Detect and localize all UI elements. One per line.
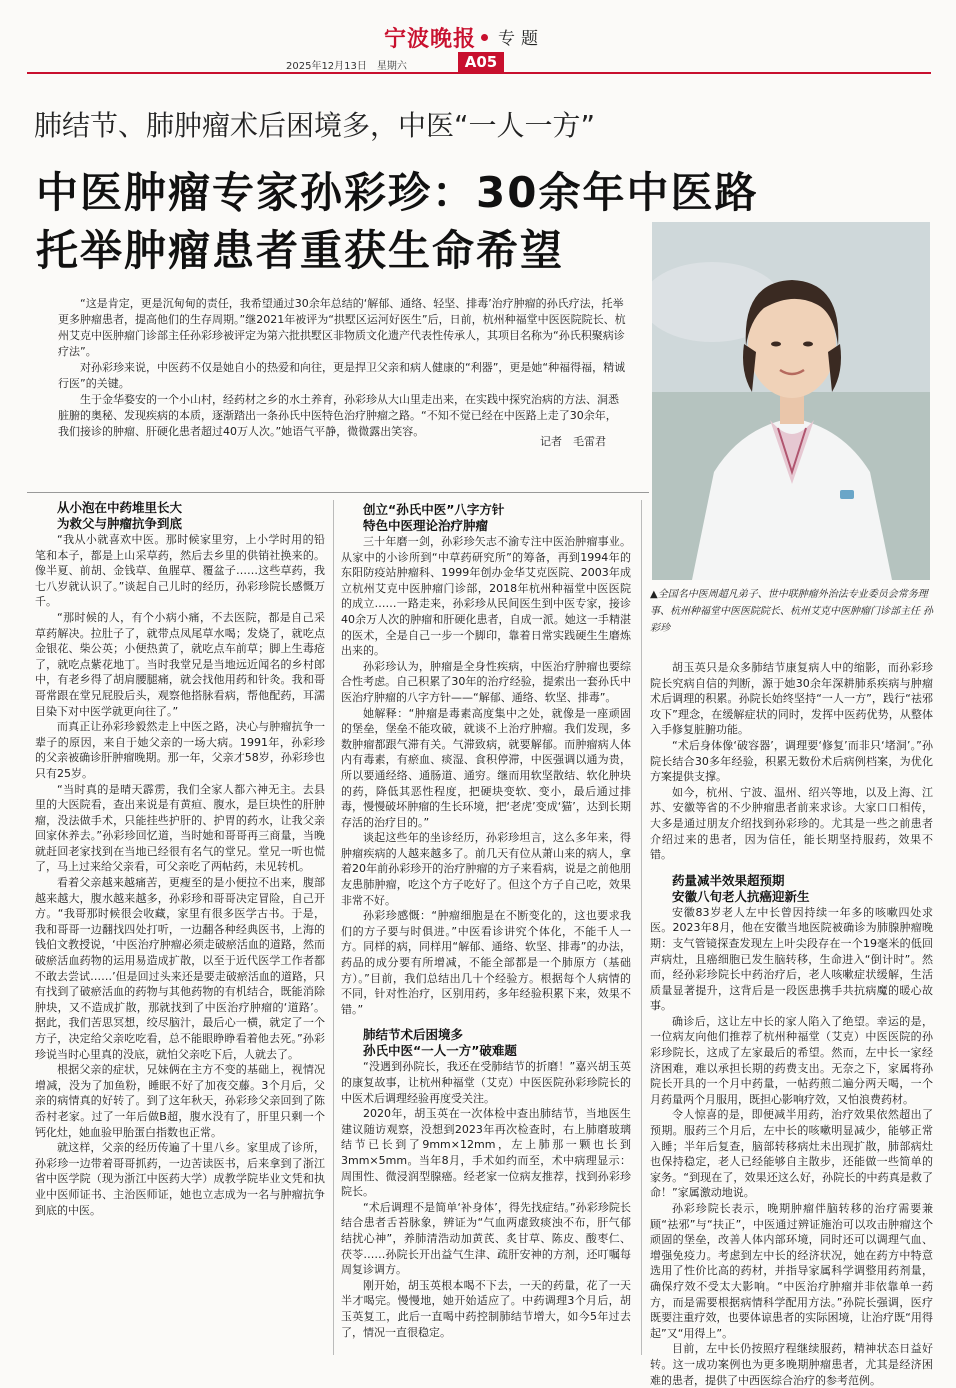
section-3-subtitle: 孙氏中医“一人一方”破难题 (363, 1043, 517, 1059)
issue-date: 2025年12月13日 星期六 (286, 61, 407, 72)
newspaper-logo: 宁波晚报 (384, 26, 477, 52)
header-rule (27, 72, 931, 74)
section-4-paragraph: 令人惊喜的是，即便减半用药，治疗效果依然超出了预期。服药三个月后，左中长的咳嗽明显减少，能够正常入睡；半年后复查，脑部转移病灶未出现扩散，肺部病灶也保持稳定，老人已经能够自主散步，还能做一些简单的家务。“到现在了，效果还这么好，孙院长的中药真是救了命！”家属激动地说。 (650, 1108, 933, 1200)
article-column-1 (35, 500, 325, 1218)
section-1-title: 从小泡在中药堆里长大 (57, 500, 183, 515)
lead-paragraph: “这是肯定，更是沉甸甸的责任，我希望通过30余年总结的‘解郁、通络、轻坚、排毒’治疗肿瘤的孙氏疗法，托举更多肿瘤患者，提高他们的生存周期。”继2021年被评为“拱墅区运河好医生”后，日前，杭州种福堂中医医院院长、杭州艾克中医肿瘤门诊部主任孙彩珍被评定为第六批拱墅区非物质文化遗产代表性传承人，其项目名称为“孙氏积聚病诊疗法”。 (58, 297, 626, 358)
section-4-paragraph: 确诊后，这让左中长的家人陷入了绝望。幸运的是，一位病友向他们推荐了杭州种福堂（艾克）中医医院的孙彩珍院长，这成了左家最后的希望。然而，左中长一家经济困难，难以承担长期的药费支出。无奈之下，家属将孙院长开具的一个月中药量，一帖药煎二遍分两天喝，一个月药量两个月服用，既担心影响疗效，又怕浪费药材。 (650, 1014, 933, 1106)
section-1-paragraph: “当时真的是晴天霹雳，我们全家人都六神无主。去县里的大医院看，查出来说是有黄疸、腹水，是巨块性的肝肿瘤，没法做手术，只能挂些护肝的、护胃的药水，让我父亲回家休养去。”孙彩珍回忆道，当时她和哥哥再三商量，当晚就赶回老家找到在当地已经很有名气的堂兄。堂兄一听也慌了，马上过来给父亲看，可父亲吃了两帖药，未见转机。 (35, 782, 325, 874)
section-2-paragraph: 三十年磨一剑，孙彩珍矢志不渝专注中医治肿瘤事业。从家中的小诊所到“中草药研究所”的筹备，再到1994年的东阳防疫站肿瘤科、1999年创办金华艾克医院、2003年成立杭州艾克中医肿瘤门诊部，2018年杭州种福堂中医医院的成立……一路走来，孙彩珍从民间医生到中医专家，接诊40余万人次的肿瘤和肝硬化患者，自成一派。她这一手精湛的医术，全是自己一步一个脚印，靠着日常实践硬生生磨炼出来的。 (341, 535, 631, 658)
section-1-paragraph: 看着父亲越来越痛苦，更瘦至的是小便拉不出来，腹部越来越大，腹水越来越多，孙彩珍和哥哥决定冒险，自己开方。“我哥那时候很会收藏，家里有很多医学古书。于是，我和哥哥一边翻找四处打听，一边翻各种经典医书，上海的钱伯文教授说，‘中医治疗肿瘤必须走破瘀活血的道路，然而破瘀活血药物的运用易造成扩散，以至于近代医学工作者都不敢去尝试……’但是回过头来还是要走破瘀活血的道路，只有找到了破瘀活血的药物与其他药物的有机结合，既能消除肿块，又不造成扩散，那就找到了中医治疗肿瘤的‘道路’。据此，我们苦思冥想，绞尽脑汁，最后心一横，就定了一个方子，决定给父亲吃吃看，总不能眼睁睁看着他去死。”孙彩珍说当时心里真的没底，就怕父亲吃下后，人就去了。 (35, 876, 325, 1061)
section-1-subtitle: 为救父与肿瘤抗争到底 (57, 516, 183, 531)
column-separator (333, 500, 334, 1355)
portrait-illustration (652, 222, 930, 580)
section-1-paragraph: 就这样，父亲的经历传遍了十里八乡。家里成了诊所，孙彩珍一边带着哥哥抓药，一边苦读医书，后来拿到了浙江省中医学院（现为浙江中医药大学）成教学院毕业文凭和执业中医师证书、主治医师证，她也立志成为一名与肿瘤抗争到底的中医。 (35, 1141, 325, 1217)
section-3-paragraph: “术后调理不是简单‘补身体’，得先找症结。”孙彩珍院长结合患者舌苔脉象，辨证为“气血两虚致痰浊不布，肝气郁结扰心神”，养肺清浩动加黄芪、炙甘草、陈皮、酸枣仁、茯苓……孙院长开出益气生津、疏肝安神的方剂，还叮嘱每周复诊调方。 (341, 1200, 631, 1277)
section-spacer (341, 1017, 631, 1027)
section-2-paragraph: 孙彩珍认为，肿瘤是全身性疾病，中医治疗肿瘤也要综合性考虑。自己积累了30年的治疗经验，提索出一套孙氏中医治疗肿瘤的八字方针——“解郁、通络、软坚、排毒”。 (341, 659, 631, 704)
section-1-paragraph: 而真正让孙彩珍毅然走上中医之路，决心与肿瘤抗争一辈子的原因，来自于她父亲的一场大病。1991年，孙彩珍的父亲被确诊肝肿瘤晚期。那一年，父亲才58岁，孙彩珍也只有25岁。 (35, 720, 325, 780)
lead-paragraph: 对孙彩珍来说，中医药不仅是她自小的热爱和向往，更是捍卫父亲和病人健康的“利器”，更是她“种福得福，精诚行医”的关键。 (58, 361, 626, 390)
section-3-paragraph: 胡玉英只是众多肺结节康复病人中的缩影，而孙彩珍院长究病自信的判断，源于她30余年深耕肺系疾病与肿瘤术后调理的积累。孙院长始终坚持“一人一方”，践行“祛邪攻下”理念，在缓解症状的同时，发挥中医药优势，从整体入手修复脏腑功能。 (650, 661, 933, 737)
section-3-paragraph: 2020年，胡玉英在一次体检中查出肺结节，当地医生建议随访观察，没想到2023年再次检查时，右上肺磨玻璃结节已长到了9mm×12mm，左上肺那一颗也长到3mm×5mm。当年8月，手术如约而至，术中病理显示：周围性、微浸润型腺癌。经老家一位病友推荐，找到孙彩珍院长。 (341, 1107, 631, 1199)
section-divider (27, 492, 649, 493)
section-3-paragraph: “术后身体像‘破容器’，调理要‘修复’而非只‘堵洞’。”孙院长结合30多年经验，积累无数份术后病例档案，为优化方案提供支撑。 (650, 738, 933, 784)
section-2-paragraph: 谈起这些年的坐诊经历，孙彩珍坦言，这么多年来，得肿瘤疾病的人越来越多了。前几天有位从萧山来的病人，拿着20年前孙彩珍开的治疗肿瘤的方子来看病，说是之前他朋友患肺肿瘤，吃这个方子吃好了。但这个方子自己吃，效果非常不好。 (341, 831, 631, 907)
logo-dot (481, 34, 488, 41)
section-4-paragraph: 安徽83岁老人左中长曾因持续一年多的咳嗽四处求医。2023年8月，他在安徽当地医院被确诊为肺腺肿瘤晚期：支气管镜探查发现左上叶尖段存在一个19毫米的低回声病灶，且癌细胞已发生脑转移，生命进入“倒计时”。然而，经孙彩珍院长中药治疗后，老人咳嗽症状缓解，生活质量显著提升，这背后是一段医患携手共抗病魔的暖心故事。 (650, 905, 933, 1013)
section-3-paragraph: 刚开始，胡玉英根本喝不下去，一天的药量，花了一天半才喝完。慢慢地，她开始适应了。中药调理3个月后，胡玉英复工，此后一直喝中药控制肺结节增大，如今5年过去了，情况一直很稳定。 (341, 1278, 631, 1339)
article-column-2 (341, 502, 631, 1340)
page-number: A05 (458, 52, 504, 72)
headline-kicker: 肺结节、肺肿瘤术后困境多，中医“一人一方” (34, 109, 596, 142)
section-2-title: 创立“孙氏中医”八字方针 (363, 502, 505, 517)
section-2-paragraph: 她解释：“肿瘤是毒素高度集中之处，就像是一座顽固的堡垒，堡垒不能攻破，就谈不上治疗肿瘤。我们发现，多数肿瘤都跟气滞有关。气滞致病，就要解郁。而肿瘤病人体内有毒素，有瘀血、痰湿、食积停滞，中医强调以通为贵，所以要通经络、通肠道、通穷。继而用软坚散结、软化肿块的药，降低其恶性程度，把硬块变软、变小，最后通过排毒，慢慢破坏肿瘤的生长环境，把‘老虎’变成‘猫’，达到长期存活的治疗目的。” (341, 706, 631, 829)
lead-paragraphs (58, 296, 626, 440)
section-4-title: 药量减半效果超预期 (672, 872, 785, 888)
byline: 记者 毛雷君 (540, 435, 606, 448)
section-4-paragraph: 孙彩珍院长表示，晚期肿瘤伴脑转移的治疗需要兼顾“祛邪”与“扶正”，中医通过辨证施治可以攻击肿瘤这个顽固的堡垒，改善人体内部环境，同时还可以调理气血、增强免疫力。考虑到左中长的经济状况，她在药方中特意选用了性价比高的药材，并指导家属科学调整用药剂量，确保疗效不受太大影响。“中医治疗肿瘤并非依靠单一药方，而是需要根据病情科学配用方法。”孙院长强调，医疗既要注重疗效，也要体谅患者的实际困境，让治疗既“用得起”又“用得上”。 (650, 1202, 933, 1340)
section-3-paragraph: “没遇到孙院长，我还在受肺结节的折磨！”嘉兴胡玉英的康复故事，让杭州种福堂（艾克）中医医院孙彩珍院长的中医术后调理经验再度受关注。 (341, 1060, 631, 1105)
section-4-paragraph: 目前，左中长仍按照疗程继续服药，精神状态日益好转。这一成功案例也为更多晚期肿瘤患者，尤其是经济困难的患者，提供了中西医综合治疗的参考范例。 (650, 1342, 933, 1387)
lead-paragraph: 生于金华婺安的一个小山村，经药材之乡的水土养育，孙彩珍从大山里走出来，在实践中探究治病的方法、洞悉脏腑的奥秘、发现疾病的本质，逐渐踏出一条孙氏中医特色治疗肿瘤之路。“不知不觉已经在中医路上走了30余年，我们接诊的肿瘤、肝硬化患者超过40万人次。”她语气平静，微微露出笑容。 (58, 393, 619, 438)
section-label: 专题 (498, 29, 544, 49)
section-2-paragraph: 孙彩珍感慨：“肿瘤细胞是在不断变化的，这也要求我们的方子要与时俱进。”中医看诊讲究个体化，不能千人一方。同样的病，同样用“解郁、通络、软坚、排毒”的办法，药品的成分要有所增减，不能全部都是一个肺原方（基础方）。”目前，我们总结出几十个经验方。根据每个人病情的不同，针对性治疗，区别用药，多年经验积累下来，效果不错。” (341, 909, 631, 1016)
photo-caption: ▲全国名中医周超凡弟子、世中联肿瘤外治法专业委员会常务理事、杭州种福堂中医医院院长、杭州艾克中医肿瘤门诊部主任 孙彩珍 (650, 589, 934, 634)
column-separator (641, 500, 642, 1355)
section-2-subtitle: 特色中医理论治疗肿瘤 (363, 518, 489, 533)
section-spacer (650, 863, 933, 873)
headline-title-line1: 中医肿瘤专家孙彩珍：30余年中医路 (36, 168, 759, 217)
headline-title-line2: 托举肿瘤患者重获生命希望 (36, 226, 565, 275)
section-4-subtitle: 安徽八旬老人抗癌迎新生 (672, 888, 810, 904)
section-1-paragraph: 根据父亲的症状，兄妹俩在主方不变的基础上，视情况增减，没为了加鱼粉，睡眠不好了加夜交藤。3个月后，父亲的病情真的好转了。到了这年秋天，孙彩珍父亲回到了陈岙村老家。过了一年后做B超，腹水没有了，肝里只剩一个钙化灶，她血验甲胎蛋白指数也正常。 (35, 1063, 325, 1139)
section-3-title: 肺结节术后困境多 (363, 1027, 464, 1043)
portrait-photo (652, 222, 930, 580)
section-1-paragraph: “我从小就喜欢中医。那时候家里穷，上小学时用的铅笔和本子，都是上山采草药，然后去乡里的供销社换来的。像半夏、前胡、金钱草、鱼腥草、覆盆子……这些草药，我七八岁就认识了。”谈起自己儿时的经历，孙彩珍院长感慨万千。 (35, 533, 325, 609)
article-column-3 (650, 660, 933, 1388)
section-1-paragraph: “那时候的人，有个小病小痛，不去医院，都是自己采草药解决。拉肚子了，就带点凤尾草水喝；发烧了，就吃点金银花、柴公英；小便热黄了，就吃点车前草；脚上生毒疮了，就吃点紫花地丁。当时我堂兄是当地远近闻名的乡村郎中，有老乡得了胡肩腰腿痛，就会找他用药和针灸。我和哥哥常跟在堂兄屁股后头，观察他搭脉看病，帮他配药，耳濡目染下对中医学就更向往了。” (35, 610, 325, 718)
section-3-paragraph: 如今，杭州、宁波、温州、绍兴等地，以及上海、江苏、安徽等省的不少肿瘤患者前来求诊。大家口口相传，大多是通过朋友介绍找到孙彩珍的。尤其是一些之前患者介绍过来的患者，因为信任，能长期坚持服药，效果不错。 (650, 785, 933, 862)
